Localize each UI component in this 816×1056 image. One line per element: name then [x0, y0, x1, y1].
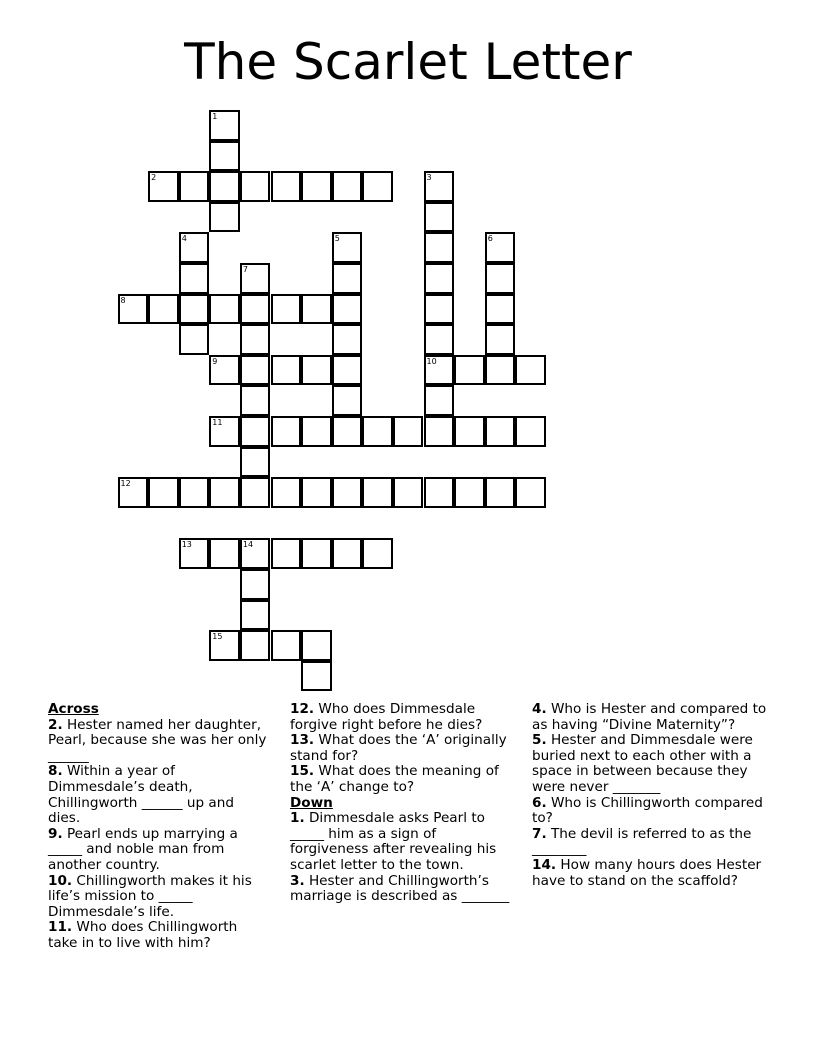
clue-across-2: [48, 718, 270, 765]
clue-down-14: [532, 858, 768, 889]
grid-cell[interactable]: [209, 477, 240, 508]
grid-cell[interactable]: [424, 355, 455, 386]
clue-number: 7.: [532, 825, 547, 842]
grid-cell[interactable]: [179, 232, 210, 263]
clue-number: 4.: [532, 701, 547, 717]
clue-across-9: [48, 827, 270, 874]
grid-cell[interactable]: [332, 171, 363, 202]
grid-cell[interactable]: [424, 263, 455, 294]
clue-down-6: [532, 796, 768, 827]
clue-number-label: 10: [426, 356, 437, 366]
grid-cell[interactable]: [271, 538, 302, 569]
grid-cell[interactable]: [179, 263, 210, 294]
clue-number: 2.: [48, 716, 63, 733]
grid-cell[interactable]: [332, 355, 363, 386]
clue-number: 9.: [48, 825, 63, 842]
clue-text: Hester named her daughter, Pearl, because she was her only ______: [48, 716, 267, 764]
grid-cell[interactable]: [424, 294, 455, 325]
grid-cell[interactable]: [240, 416, 271, 447]
grid-cell[interactable]: [240, 600, 271, 631]
clue-text: Hester and Chillingworth’s marriage is described as _______: [290, 872, 510, 905]
clue-text: Dimmesdale asks Pearl to _____ him as a sign of forgiveness after revealing his scarlet letter to the town.: [290, 810, 497, 873]
clue-across-8: [48, 764, 270, 826]
grid-cell[interactable]: [485, 416, 516, 447]
clue-number: 15.: [290, 763, 315, 780]
grid-cell[interactable]: [485, 477, 516, 508]
clue-number: 11.: [48, 919, 73, 936]
grid-cell[interactable]: [424, 232, 455, 263]
clue-number-label: 14: [242, 540, 254, 550]
grid-cell[interactable]: [362, 538, 393, 569]
clue-across-11: [48, 920, 270, 951]
clue-number-label: 12: [120, 479, 131, 489]
grid-cell[interactable]: [240, 294, 271, 325]
clue-column-1: [48, 702, 270, 952]
clue-down-7: [532, 827, 768, 858]
clue-number-label: 13: [181, 540, 192, 550]
grid-cell[interactable]: [179, 477, 210, 508]
clue-number-label: 8: [120, 295, 126, 305]
grid-cell[interactable]: [393, 416, 424, 447]
clue-number: 5.: [532, 732, 547, 749]
clue-text: Who does Dimmesdale forgive right before he dies?: [290, 701, 483, 733]
grid-cell[interactable]: [454, 355, 485, 386]
clue-text: Within a year of Dimmesdale’s death, Chillingworth ______ up and dies.: [48, 763, 234, 827]
grid-cell[interactable]: [332, 416, 363, 447]
page-title: The Scarlet Letter: [184, 33, 632, 91]
grid-cell[interactable]: [362, 171, 393, 202]
grid-cell[interactable]: [271, 294, 302, 325]
grid-cell[interactable]: [148, 171, 179, 202]
grid-cell[interactable]: [271, 355, 302, 386]
clue-down-5: [532, 733, 768, 795]
grid-cell[interactable]: [209, 538, 240, 569]
grid-cell[interactable]: [424, 385, 455, 416]
grid-cell[interactable]: [332, 538, 363, 569]
clue-number: 3.: [290, 872, 305, 889]
across-heading: Across: [48, 701, 99, 717]
clue-text: The devil is referred to as the ________: [532, 825, 752, 858]
grid-cell[interactable]: [301, 661, 332, 692]
grid-cell[interactable]: [332, 477, 363, 508]
grid-cell[interactable]: [424, 477, 455, 508]
grid-cell[interactable]: [271, 416, 302, 447]
grid-cell[interactable]: [209, 355, 240, 386]
grid-cell[interactable]: [515, 355, 546, 386]
clue-column-3: [532, 702, 768, 889]
clue-number: 13.: [290, 732, 315, 749]
grid-cell[interactable]: [332, 232, 363, 263]
clue-number-label: 2: [151, 173, 157, 183]
grid-cell[interactable]: [148, 477, 179, 508]
grid-cell[interactable]: [209, 630, 240, 661]
clue-number-label: 1: [212, 112, 218, 121]
clue-number-label: 9: [212, 356, 218, 366]
grid-cell[interactable]: [271, 477, 302, 508]
grid-cell[interactable]: [301, 477, 332, 508]
grid-cell[interactable]: [485, 294, 516, 325]
clue-text: Pearl ends up marrying a _____ and noble man from another country.: [48, 825, 238, 873]
clue-text: Chillingworth makes it his life’s mission to _____ Dimmesdale’s life.: [48, 872, 252, 920]
clue-number-label: 6: [487, 234, 493, 244]
clue-across-12: [290, 702, 518, 733]
grid-cell[interactable]: [332, 324, 363, 355]
clue-down-1: [290, 811, 518, 873]
grid-cell[interactable]: [332, 385, 363, 416]
grid-cell[interactable]: [209, 202, 240, 233]
clue-number: 6.: [532, 794, 547, 811]
grid-cell[interactable]: [485, 232, 516, 263]
clue-number-label: 4: [181, 234, 187, 244]
clue-down-4: [532, 702, 768, 733]
grid-cell[interactable]: [332, 263, 363, 294]
grid-cell[interactable]: [301, 294, 332, 325]
clue-number-label: 5: [334, 234, 340, 244]
grid-cell[interactable]: [362, 416, 393, 447]
clue-number-label: 3: [426, 173, 432, 183]
grid-cell[interactable]: [118, 477, 149, 508]
clue-text: Hester and Dimmesdale were buried next to each other with a space in between because they were never _______: [532, 732, 753, 795]
grid-cell[interactable]: [118, 294, 149, 325]
grid-cell[interactable]: [424, 324, 455, 355]
grid-cell[interactable]: [240, 477, 271, 508]
clue-text: Who is Chillingworth compared to?: [532, 794, 763, 827]
grid-cell[interactable]: [515, 477, 546, 508]
grid-cell[interactable]: [209, 294, 240, 325]
clue-number: 14.: [532, 856, 557, 873]
clue-number-label: 7: [242, 265, 248, 274]
grid-cell[interactable]: [301, 416, 332, 447]
grid-cell[interactable]: [240, 538, 271, 569]
grid-cell[interactable]: [424, 416, 455, 447]
grid-cell[interactable]: [362, 477, 393, 508]
clue-number: 10.: [48, 872, 73, 889]
grid-cell[interactable]: [148, 294, 179, 325]
grid-cell[interactable]: [454, 477, 485, 508]
grid-cell[interactable]: [271, 630, 302, 661]
clue-number: 1.: [290, 810, 305, 827]
clue-number-label: 11: [212, 418, 223, 427]
clue-across-13: [290, 733, 518, 764]
grid-cell[interactable]: [424, 171, 455, 202]
clue-across-15: [290, 764, 518, 795]
grid-cell[interactable]: [485, 324, 516, 355]
grid-cell[interactable]: [179, 294, 210, 325]
grid-cell[interactable]: [240, 630, 271, 661]
down-heading: Down: [290, 794, 333, 811]
grid-cell[interactable]: [240, 171, 271, 202]
clue-number-label: 15: [212, 632, 223, 642]
grid-cell[interactable]: [179, 324, 210, 355]
grid-cell[interactable]: [271, 171, 302, 202]
clue-across-10: [48, 874, 270, 921]
grid-cell[interactable]: [240, 569, 271, 600]
grid-cell[interactable]: [209, 110, 240, 141]
grid-cell[interactable]: [485, 355, 516, 386]
clue-text: How many hours does Hester have to stand on the scaffold?: [532, 856, 762, 889]
grid-cell[interactable]: [179, 171, 210, 202]
grid-cell[interactable]: [301, 355, 332, 386]
grid-cell[interactable]: [485, 263, 516, 294]
clue-down-3: [290, 874, 518, 905]
clue-text: What does the ‘A’ originally stand for?: [290, 732, 507, 764]
grid-cell[interactable]: [301, 630, 332, 661]
grid-cell[interactable]: [515, 416, 546, 447]
grid-cell[interactable]: [301, 171, 332, 202]
grid-cell[interactable]: [209, 171, 240, 202]
clue-number: 8.: [48, 763, 63, 780]
grid-cell[interactable]: [240, 324, 271, 355]
clue-column-2: [290, 702, 518, 905]
clue-text: What does the meaning of the ‘A’ change to?: [290, 763, 499, 795]
clue-text: Who does Chillingworth take in to live with him?: [48, 919, 238, 951]
grid-cell[interactable]: [393, 477, 424, 508]
grid-cell[interactable]: [332, 294, 363, 325]
grid-cell[interactable]: [301, 538, 332, 569]
clue-number: 12.: [290, 701, 315, 717]
grid-cell[interactable]: [240, 385, 271, 416]
grid-cell[interactable]: [424, 202, 455, 233]
grid-cell[interactable]: [454, 416, 485, 447]
grid-cell[interactable]: [209, 416, 240, 447]
grid-cell[interactable]: [209, 141, 240, 172]
grid-cell[interactable]: [240, 447, 271, 478]
clue-text: Who is Hester and compared to as having “Divine Maternity”?: [532, 701, 767, 733]
grid-cell[interactable]: [240, 355, 271, 386]
grid-cell[interactable]: [179, 538, 210, 569]
grid-cell[interactable]: [240, 263, 271, 294]
